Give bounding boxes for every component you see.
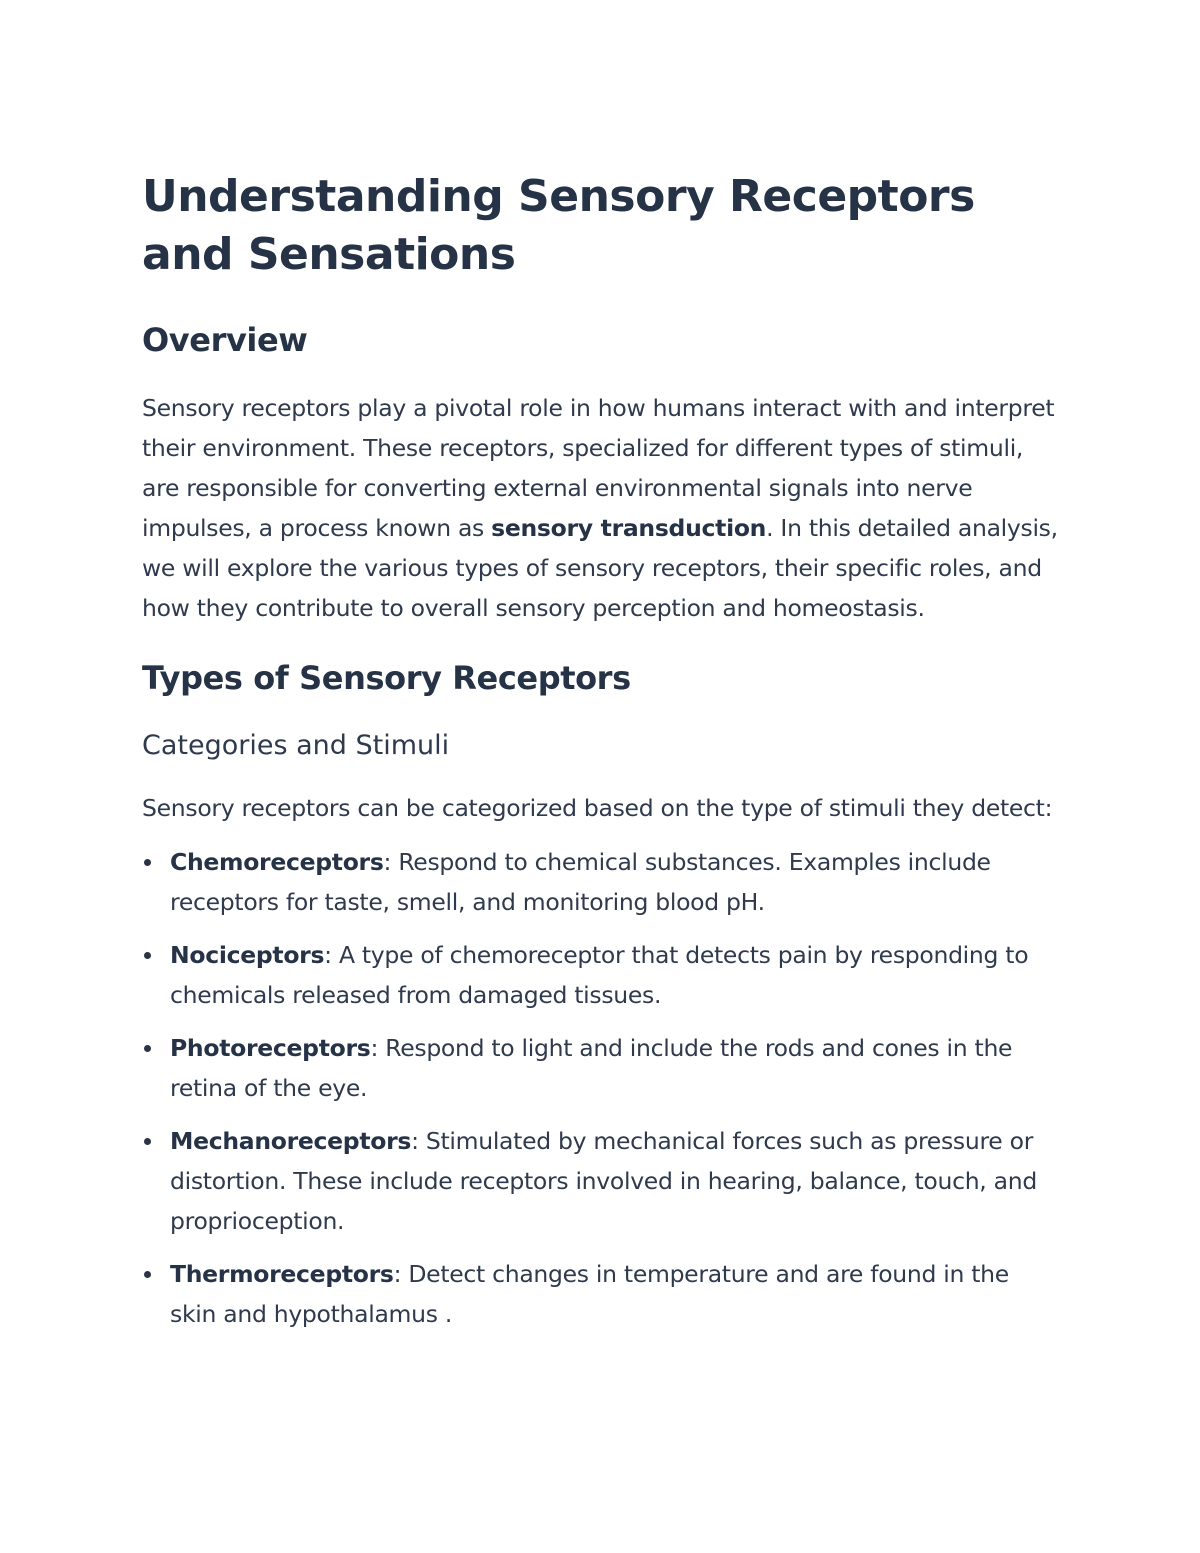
section-heading-overview: Overview xyxy=(142,321,308,359)
receptor-list xyxy=(142,842,1062,1334)
list-item xyxy=(142,1028,1062,1108)
subsection-heading-categories: Categories and Stimuli xyxy=(142,730,450,761)
overview-text-start: Sensory receptors play a pivotal role in how humans interact with and interpret their environment. These receptors, specialized for different types of stimuli, are responsible for converting external environmental signals into nerve impulses, a process known as xyxy=(142,394,1055,542)
overview-bold-term: sensory transduction xyxy=(491,514,767,542)
list-item xyxy=(142,1121,1062,1241)
list-item-text: : A type of chemoreceptor that detects pain by responding to chemicals released from damaged tissues. xyxy=(170,941,1029,1009)
page-title: Understanding Sensory Receptors and Sensations xyxy=(142,171,975,280)
list-item xyxy=(142,1254,1062,1334)
list-item-text: : Detect changes in temperature and are found in the skin and hypothalamus . xyxy=(170,1260,1009,1328)
list-item-term: Mechanoreceptors xyxy=(170,1127,412,1155)
bullet-icon xyxy=(144,1045,151,1052)
list-item-text: : Respond to light and include the rods and cones in the retina of the eye. xyxy=(170,1034,1013,1102)
list-item-term: Thermoreceptors xyxy=(170,1260,394,1288)
list-item-text: : Respond to chemical substances. Examples include receptors for taste, smell, and monitoring blood pH. xyxy=(170,848,991,916)
section-heading-types: Types of Sensory Receptors xyxy=(142,659,631,697)
bullet-icon xyxy=(144,1138,151,1145)
bullet-icon xyxy=(144,1271,151,1278)
bullet-icon xyxy=(144,859,151,866)
list-item-term: Nociceptors xyxy=(170,941,325,969)
bullet-icon xyxy=(144,952,151,959)
overview-text-end: . In this detailed analysis, we will explore the various types of sensory receptors, their specific roles, and how they contribute to overall sensory perception and homeostasis. xyxy=(142,514,1058,622)
overview-paragraph xyxy=(142,388,1062,628)
list-item-text: : Stimulated by mechanical forces such as pressure or distortion. These include receptors involved in hearing, balance, touch, and proprioception. xyxy=(170,1127,1037,1235)
document-page xyxy=(142,168,1062,1347)
list-item-term: Chemoreceptors xyxy=(170,848,384,876)
list-item-term: Photoreceptors xyxy=(170,1034,371,1062)
categories-intro-paragraph: Sensory receptors can be categorized based on the type of stimuli they detect: xyxy=(142,794,1053,822)
list-item xyxy=(142,935,1062,1015)
list-item xyxy=(142,842,1062,922)
